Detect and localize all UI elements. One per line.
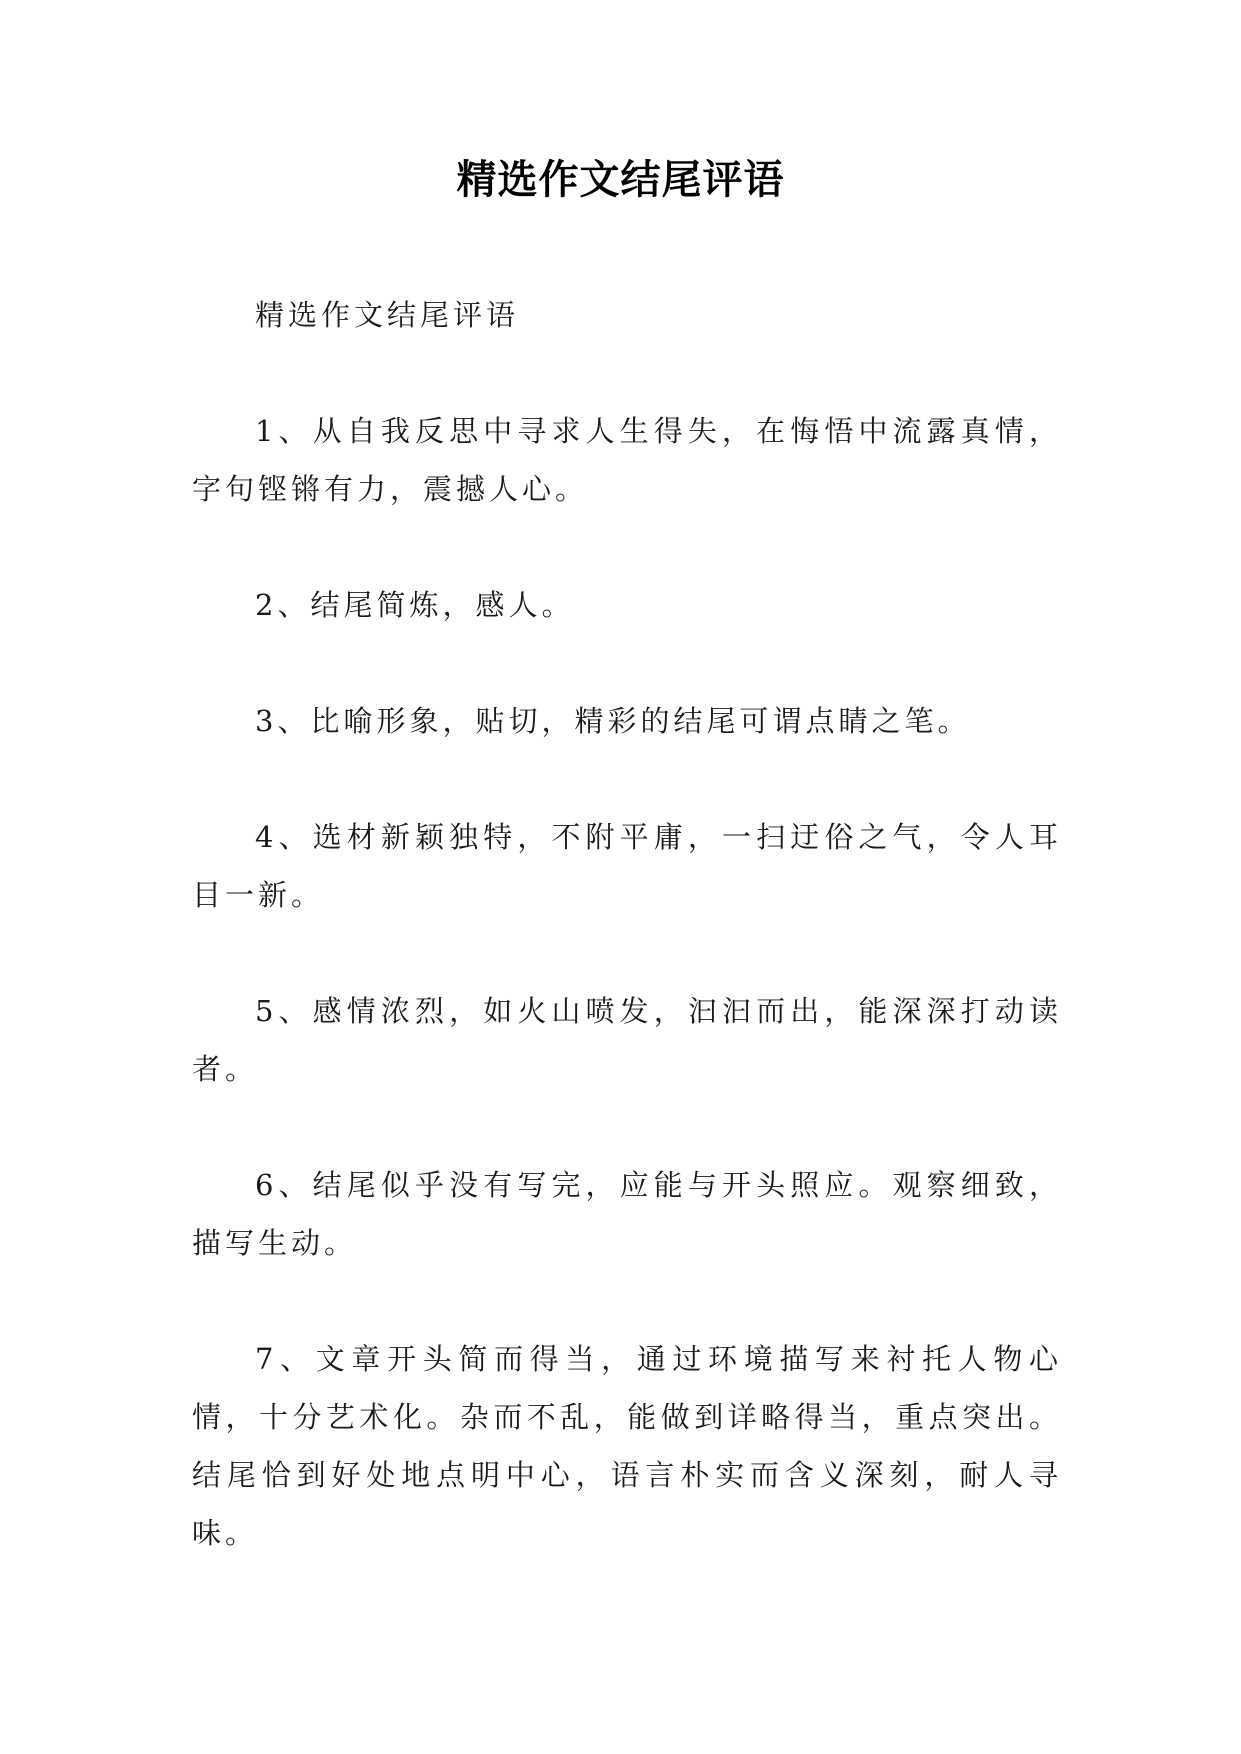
paragraph-comment-6: 6、结尾似乎没有写完，应能与开头照应。观察细致，描写生动。 <box>192 1168 1062 1260</box>
paragraph-comment-3: 3、比喻形象，贴切，精彩的结尾可谓点睛之笔。 <box>255 704 971 738</box>
paragraph-subtitle: 精选作文结尾评语 <box>255 298 520 332</box>
paragraph-comment-7: 7、文章开头简而得当，通过环境描写来衬托人物心情，十分艺术化。杂而不乱，能做到详略得当，重点突出。结尾恰到好处地点明中心，语言朴实而含义深刻，耐人寻味。 <box>192 1342 1062 1550</box>
paragraph-comment-1: 1、从自我反思中寻求人生得失，在悔悟中流露真情，字句铿锵有力，震撼人心。 <box>192 414 1062 506</box>
paragraph-comment-2: 2、结尾简炼，感人。 <box>255 588 575 622</box>
paragraph-comment-4: 4、选材新颖独特，不附平庸，一扫迂俗之气，令人耳目一新。 <box>192 820 1062 912</box>
document-title: 精选作文结尾评语 <box>456 156 785 203</box>
document-body <box>192 286 1062 1620</box>
paragraph-comment-5: 5、感情浓烈，如火山喷发，汩汩而出，能深深打动读者。 <box>192 994 1062 1086</box>
